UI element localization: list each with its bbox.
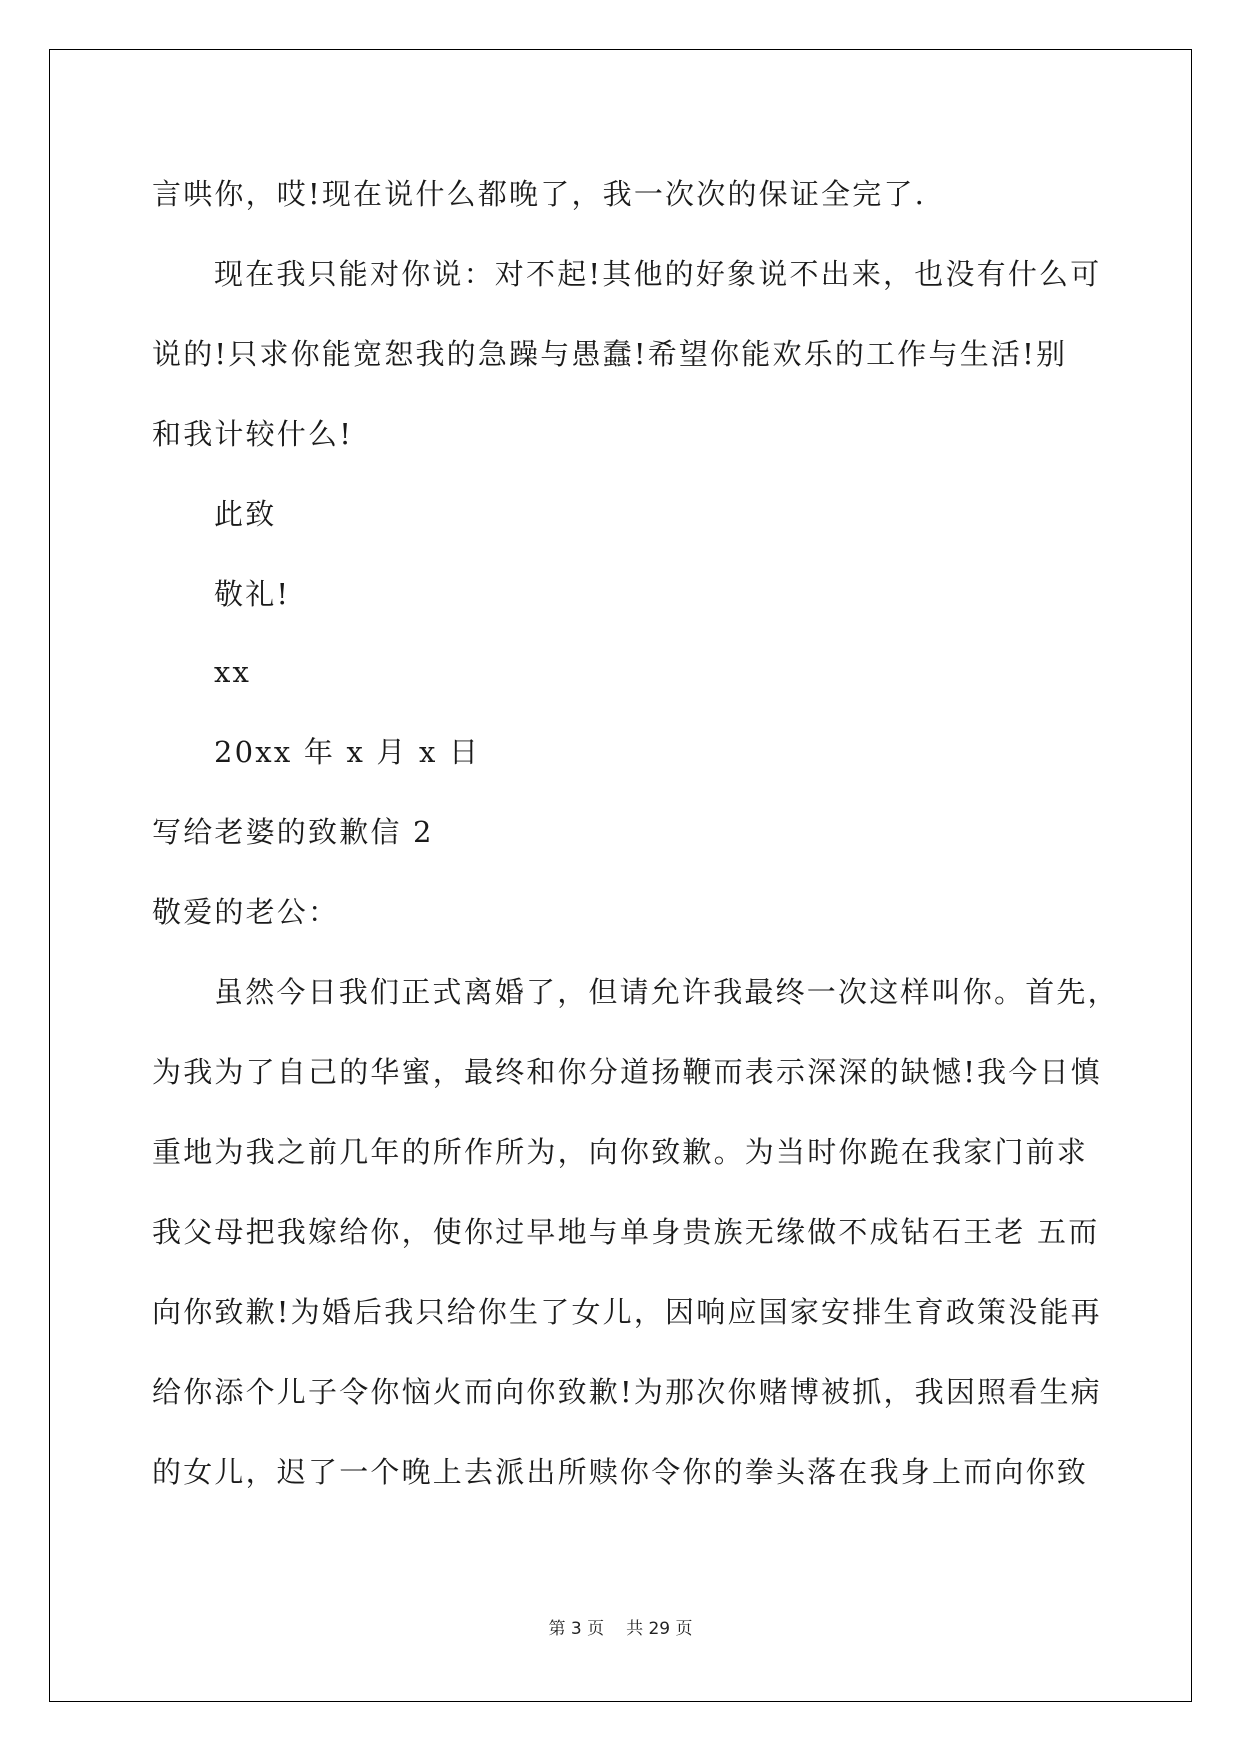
date-line: 20xx 年 x 月 x 日 xyxy=(214,735,481,769)
body-line: 虽然今日我们正式离婚了，但请允许我最终一次这样叫你。首先， xyxy=(214,975,1119,1009)
body-line: 的女儿，迟了一个晚上去派出所赎你令你的拳头落在我身上而向你致 xyxy=(152,1455,1089,1489)
body-line: 向你致歉!为婚后我只给你生了女儿，因响应国家安排生育政策没能再 xyxy=(152,1295,1102,1329)
body-line: 重地为我之前几年的所作所为，向你致歉。为当时你跪在我家门前求 xyxy=(152,1135,1089,1169)
section-title: 写给老婆的致歉信 2 xyxy=(152,815,434,849)
signature: xx xyxy=(214,655,252,689)
page-footer xyxy=(0,1617,1241,1641)
greeting: 敬爱的老公： xyxy=(152,895,340,929)
page-number: 第 3 页 xyxy=(548,1619,605,1639)
body-line: 我父母把我嫁给你，使你过早地与单身贵族无缘做不成钻石王老 五而 xyxy=(152,1215,1100,1249)
body-line: 给你添个儿子令你恼火而向你致歉!为那次你赌博被抓，我因照看生病 xyxy=(152,1375,1102,1409)
closing-regards: 敬礼! xyxy=(214,577,291,611)
body-line: 说的!只求你能宽恕我的急躁与愚蠢!希望你能欢乐的工作与生活!别 xyxy=(152,337,1068,371)
body-line: 为我为了自己的华蜜，最终和你分道扬鞭而表示深深的缺憾!我今日慎 xyxy=(152,1055,1102,1089)
page-total: 共 29 页 xyxy=(626,1619,693,1639)
body-line: 言哄你，哎!现在说什么都晚了，我一次次的保证全完了. xyxy=(152,177,927,211)
body-line: 和我计较什么! xyxy=(152,417,354,451)
closing-salutation: 此致 xyxy=(214,497,277,531)
body-line: 现在我只能对你说：对不起!其他的好象说不出来，也没有什么可 xyxy=(214,257,1102,291)
